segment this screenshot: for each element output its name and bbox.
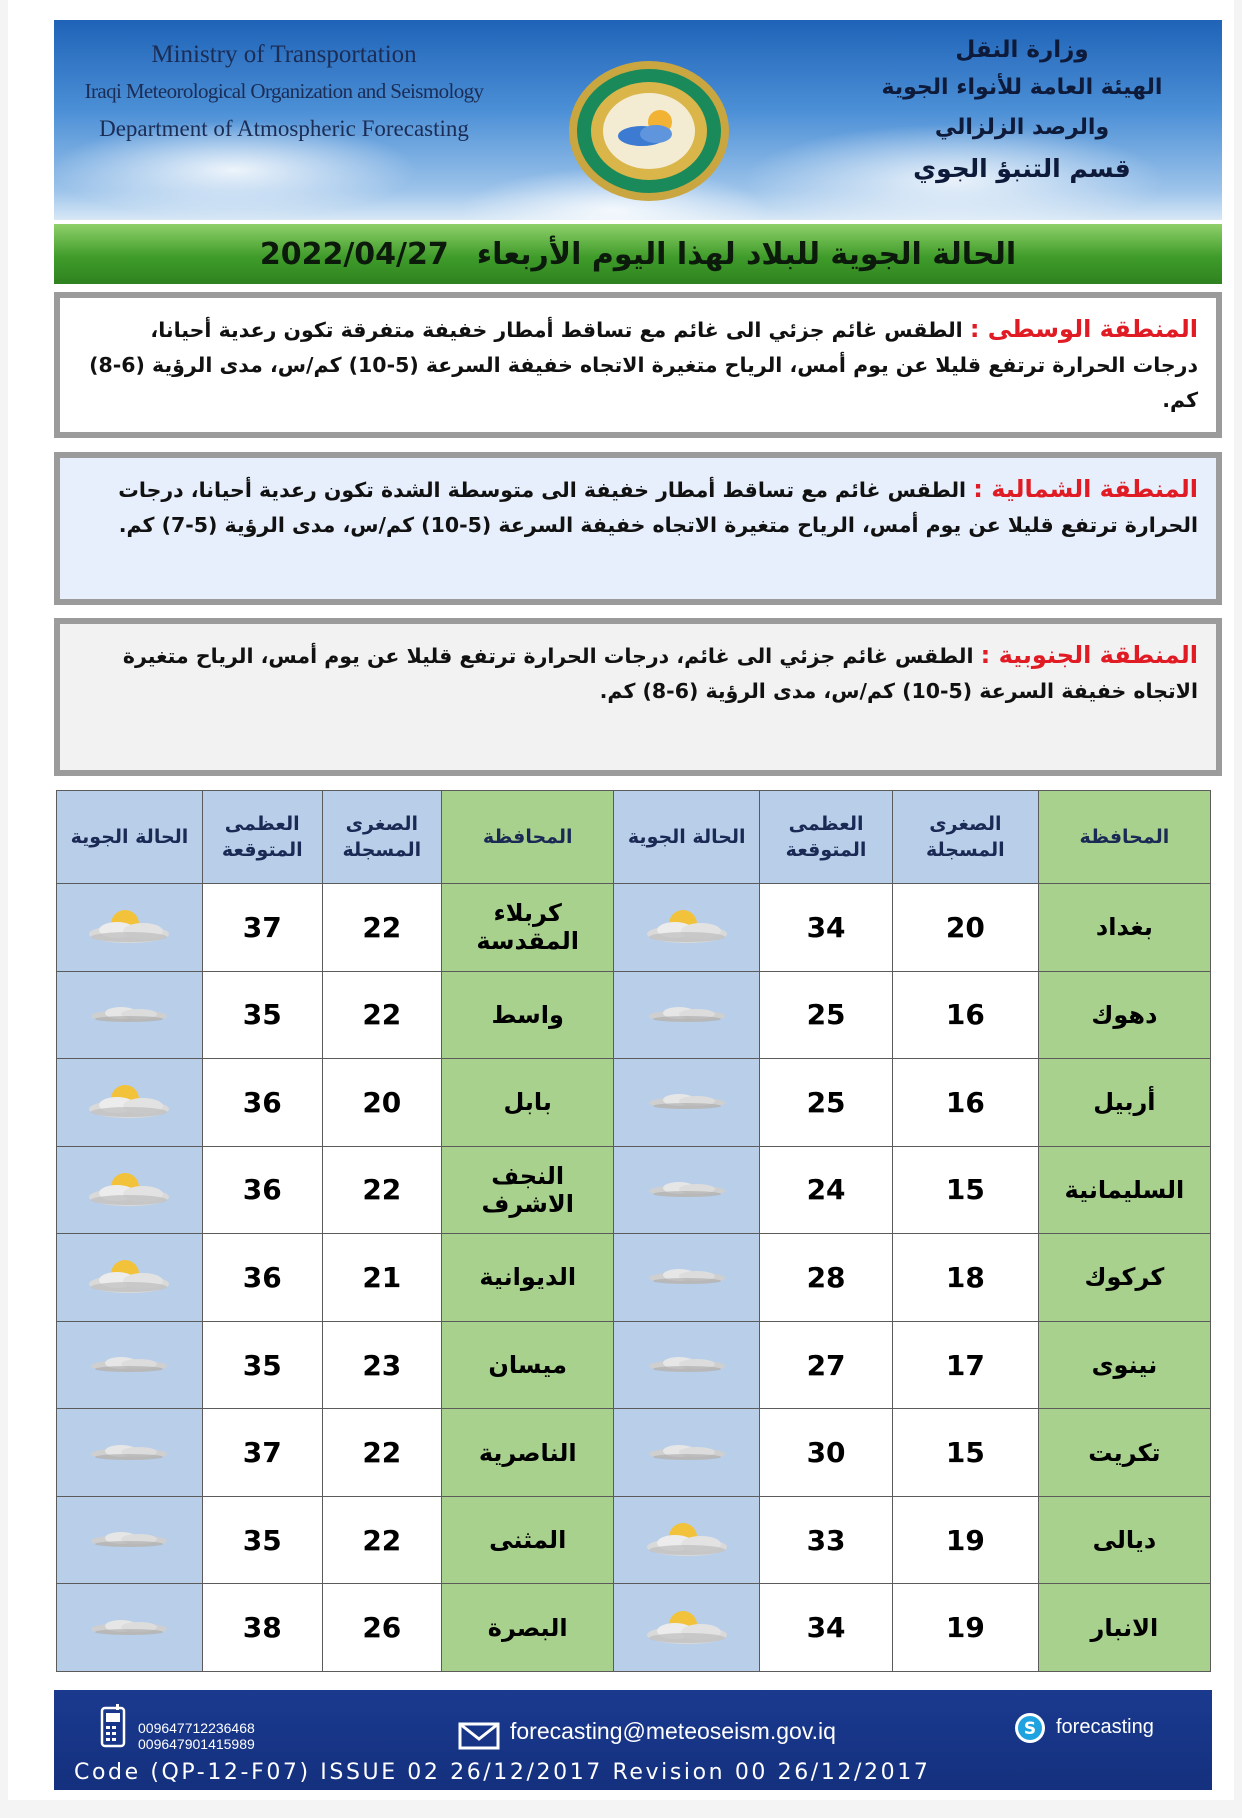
region-north-text: الطقس غائم مع تساقط أمطار خفيفة الى متوسطة الشدة تكون رعدية أحيانا، درجات الحرارة ترتفع قليلا عن يوم أمس، الرياح متغيرة الاتجاه خفيفة السرعة (5-10) كم/س، مدى الرؤية (5-7) كم. bbox=[118, 478, 1198, 537]
max-temp-cell: 36 bbox=[202, 1059, 322, 1147]
partly-cloudy-icon bbox=[81, 1254, 177, 1300]
max-temp-cell: 25 bbox=[760, 1059, 893, 1147]
weather-state-cell bbox=[614, 1059, 760, 1147]
min-temp-cell: 22 bbox=[322, 1496, 442, 1584]
max-temp-cell: 33 bbox=[760, 1496, 893, 1584]
min-temp-cell: 19 bbox=[892, 1496, 1038, 1584]
weather-state-cell bbox=[614, 1146, 760, 1234]
header-min: الصغرى المسجلة bbox=[322, 791, 442, 884]
department-name-en: Department of Atmospheric Forecasting bbox=[99, 116, 469, 141]
cloudy-icon bbox=[639, 1079, 735, 1125]
forecast-date: 2022/04/27 bbox=[259, 236, 449, 272]
province-cell: الديوانية bbox=[442, 1234, 614, 1322]
partly-cloudy-icon bbox=[81, 1167, 177, 1213]
partly-cloudy-icon bbox=[639, 1605, 735, 1651]
cloudy-icon bbox=[639, 1167, 735, 1213]
weather-state-cell bbox=[57, 1059, 203, 1147]
region-central-name: المنطقة الوسطى : bbox=[969, 315, 1198, 343]
max-temp-cell: 36 bbox=[202, 1146, 322, 1234]
min-temp-cell: 16 bbox=[892, 971, 1038, 1059]
max-temp-cell: 27 bbox=[760, 1321, 893, 1409]
cloudy-icon bbox=[639, 1342, 735, 1388]
min-temp-cell: 20 bbox=[322, 1059, 442, 1147]
cloudy-icon bbox=[639, 992, 735, 1038]
weather-state-cell bbox=[614, 1234, 760, 1322]
header-state: الحالة الجوية bbox=[57, 791, 203, 884]
weather-state-cell bbox=[614, 1409, 760, 1497]
province-cell: السليمانية bbox=[1038, 1146, 1210, 1234]
province-cell: أربيل bbox=[1038, 1059, 1210, 1147]
region-south-name: المنطقة الجنوبية : bbox=[980, 641, 1198, 669]
province-cell: البصرة bbox=[442, 1584, 614, 1672]
min-temp-cell: 15 bbox=[892, 1409, 1038, 1497]
weather-state-cell bbox=[57, 1146, 203, 1234]
min-temp-cell: 20 bbox=[892, 884, 1038, 972]
header-english bbox=[74, 36, 494, 147]
skype-handle[interactable]: forecasting bbox=[1056, 1716, 1154, 1738]
max-temp-cell: 35 bbox=[202, 971, 322, 1059]
weather-state-cell bbox=[57, 884, 203, 972]
phone-number-2: 009647901415989 bbox=[138, 1736, 255, 1752]
province-cell: واسط bbox=[442, 971, 614, 1059]
weather-state-cell bbox=[614, 1496, 760, 1584]
ministry-name-ar: وزارة النقل bbox=[955, 37, 1089, 63]
weather-state-cell bbox=[57, 1584, 203, 1672]
max-temp-cell: 30 bbox=[760, 1409, 893, 1497]
partly-cloudy-icon bbox=[81, 904, 177, 950]
min-temp-cell: 21 bbox=[322, 1234, 442, 1322]
table-row bbox=[57, 884, 1211, 972]
min-temp-cell: 23 bbox=[322, 1321, 442, 1409]
region-central bbox=[54, 292, 1222, 438]
min-temp-cell: 22 bbox=[322, 884, 442, 972]
max-temp-cell: 25 bbox=[760, 971, 893, 1059]
weather-state-cell bbox=[614, 884, 760, 972]
max-temp-cell: 35 bbox=[202, 1321, 322, 1409]
organization-logo bbox=[564, 56, 734, 206]
header-province: المحافظة bbox=[1038, 791, 1210, 884]
province-cell: بغداد bbox=[1038, 884, 1210, 972]
ministry-name-en: Ministry of Transportation bbox=[151, 41, 417, 68]
province-cell: دهوك bbox=[1038, 971, 1210, 1059]
province-cell: كربلاء المقدسة bbox=[442, 884, 614, 972]
cloudy-icon bbox=[81, 1605, 177, 1651]
table-row bbox=[57, 1584, 1211, 1672]
table-row bbox=[57, 971, 1211, 1059]
max-temp-cell: 28 bbox=[760, 1234, 893, 1322]
province-cell: ديالى bbox=[1038, 1496, 1210, 1584]
table-row bbox=[57, 1146, 1211, 1234]
header-max: العظمى المتوقعة bbox=[760, 791, 893, 884]
min-temp-cell: 22 bbox=[322, 1409, 442, 1497]
weather-state-cell bbox=[614, 1584, 760, 1672]
forecast-table bbox=[56, 790, 1211, 1672]
max-temp-cell: 34 bbox=[760, 1584, 893, 1672]
weather-state-cell bbox=[614, 971, 760, 1059]
max-temp-cell: 38 bbox=[202, 1584, 322, 1672]
cloudy-icon bbox=[639, 1430, 735, 1476]
cloudy-icon bbox=[81, 1430, 177, 1476]
table-row bbox=[57, 1321, 1211, 1409]
header-state: الحالة الجوية bbox=[614, 791, 760, 884]
table-row bbox=[57, 1496, 1211, 1584]
region-central-text: الطقس غائم جزئي الى غائم مع تساقط أمطار خفيفة متفرقة تكون رعدية أحيانا، درجات الحرارة ترتفع قليلا عن يوم أمس، الرياح متغيرة الاتجاه خفيفة السرعة (5-10) كم/س، مدى الرؤية (6-8) كم. bbox=[89, 318, 1198, 412]
cloudy-icon bbox=[81, 1517, 177, 1563]
weather-state-cell bbox=[57, 1234, 203, 1322]
province-cell: الناصرية bbox=[442, 1409, 614, 1497]
header-arabic bbox=[842, 32, 1202, 190]
mail-icon bbox=[458, 1722, 500, 1750]
province-cell: كركوك bbox=[1038, 1234, 1210, 1322]
table-row bbox=[57, 1059, 1211, 1147]
department-name-ar: قسم التنبؤ الجوي bbox=[913, 154, 1131, 183]
partly-cloudy-icon bbox=[639, 904, 735, 950]
min-temp-cell: 19 bbox=[892, 1584, 1038, 1672]
table-row bbox=[57, 1234, 1211, 1322]
cloudy-icon bbox=[81, 992, 177, 1038]
phone-numbers bbox=[138, 1720, 255, 1752]
weather-state-cell bbox=[57, 1409, 203, 1497]
min-temp-cell: 16 bbox=[892, 1059, 1038, 1147]
region-north bbox=[54, 452, 1222, 605]
header-min: الصغرى المسجلة bbox=[892, 791, 1038, 884]
province-cell: نينوى bbox=[1038, 1321, 1210, 1409]
province-cell: الانبار bbox=[1038, 1584, 1210, 1672]
region-north-name: المنطقة الشمالية : bbox=[973, 475, 1198, 503]
header-province: المحافظة bbox=[442, 791, 614, 884]
phone-number-1: 009647712236468 bbox=[138, 1720, 255, 1736]
province-cell: المثنى bbox=[442, 1496, 614, 1584]
footer bbox=[54, 1690, 1212, 1790]
province-cell: النجف الاشرف bbox=[442, 1146, 614, 1234]
cloudy-icon bbox=[81, 1342, 177, 1388]
province-cell: بابل bbox=[442, 1059, 614, 1147]
cloudy-icon bbox=[639, 1254, 735, 1300]
table-row bbox=[57, 1409, 1211, 1497]
min-temp-cell: 18 bbox=[892, 1234, 1038, 1322]
region-south-text: الطقس غائم جزئي الى غائم، درجات الحرارة ترتفع قليلا عن يوم أمس، الرياح متغيرة الاتجاه خفيفة السرعة (5-10) كم/س، مدى الرؤية (6-8) كم. bbox=[122, 644, 1198, 703]
organization-name-ar: الهيئة العامة للأنواء الجوية والرصد الزلزالي bbox=[881, 75, 1163, 140]
title-bar bbox=[54, 224, 1222, 284]
max-temp-cell: 37 bbox=[202, 884, 322, 972]
weather-state-cell bbox=[57, 1321, 203, 1409]
partly-cloudy-icon bbox=[639, 1517, 735, 1563]
min-temp-cell: 17 bbox=[892, 1321, 1038, 1409]
max-temp-cell: 35 bbox=[202, 1496, 322, 1584]
min-temp-cell: 22 bbox=[322, 971, 442, 1059]
weather-state-cell bbox=[57, 971, 203, 1059]
table-body bbox=[57, 884, 1211, 1672]
page-title: الحالة الجوية للبلاد لهذا اليوم الأربعاء bbox=[476, 236, 1017, 272]
forecast-sheet bbox=[8, 0, 1234, 1800]
contact-email[interactable]: forecasting@meteoseism.gov.iq bbox=[510, 1718, 836, 1744]
phone-icon bbox=[100, 1704, 126, 1748]
province-cell: تكريت bbox=[1038, 1409, 1210, 1497]
min-temp-cell: 26 bbox=[322, 1584, 442, 1672]
province-cell: ميسان bbox=[442, 1321, 614, 1409]
weather-state-cell bbox=[57, 1496, 203, 1584]
svg-text:S: S bbox=[1023, 1719, 1037, 1739]
weather-state-cell bbox=[614, 1321, 760, 1409]
table-header-row bbox=[57, 791, 1211, 884]
partly-cloudy-icon bbox=[81, 1079, 177, 1125]
max-temp-cell: 37 bbox=[202, 1409, 322, 1497]
min-temp-cell: 22 bbox=[322, 1146, 442, 1234]
min-temp-cell: 15 bbox=[892, 1146, 1038, 1234]
skype-icon bbox=[1014, 1712, 1046, 1744]
document-code: Code (QP-12-F07) ISSUE 02 26/12/2017 Revision 00 26/12/2017 bbox=[74, 1760, 931, 1785]
header-banner bbox=[54, 20, 1222, 220]
header-max: العظمى المتوقعة bbox=[202, 791, 322, 884]
region-south bbox=[54, 618, 1222, 776]
max-temp-cell: 34 bbox=[760, 884, 893, 972]
max-temp-cell: 24 bbox=[760, 1146, 893, 1234]
max-temp-cell: 36 bbox=[202, 1234, 322, 1322]
organization-name-en: Iraqi Meteorological Organization and Seismology bbox=[84, 79, 484, 103]
